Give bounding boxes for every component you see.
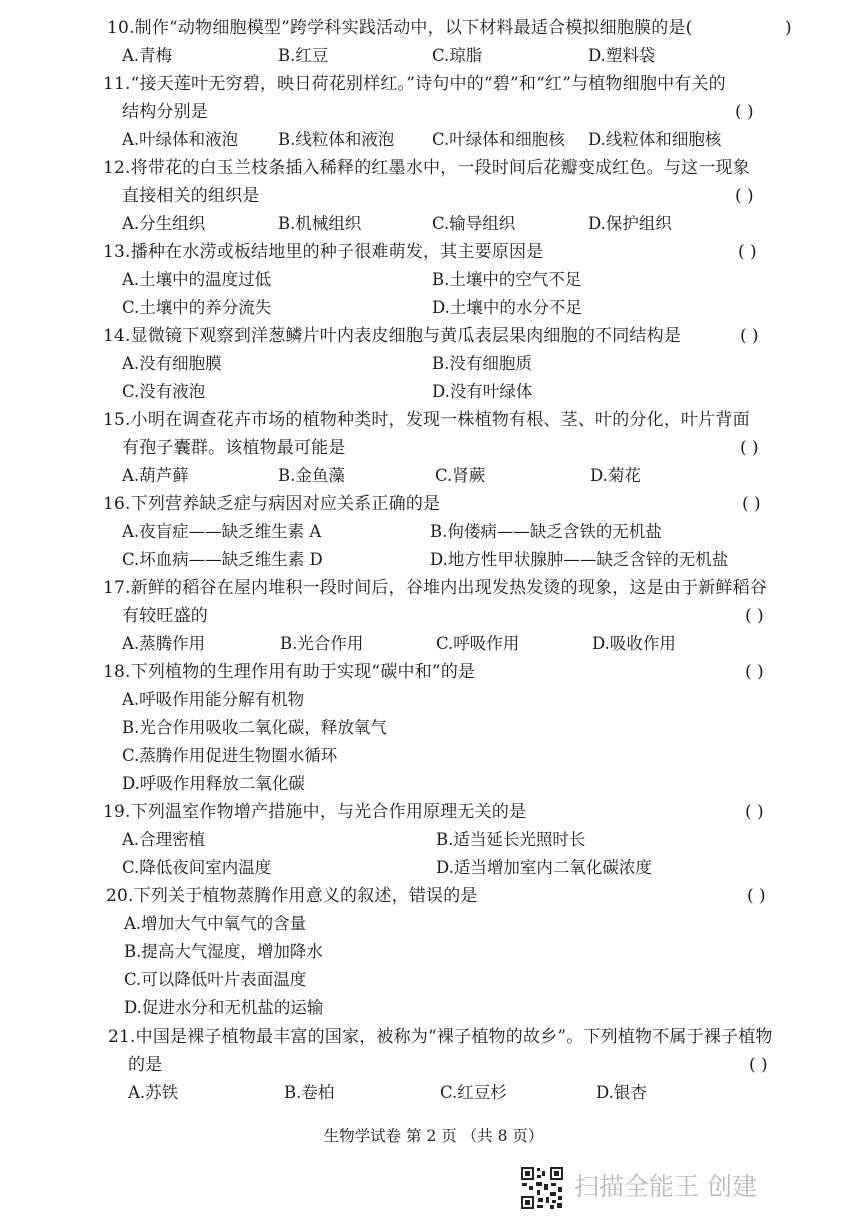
question-13-option-a: A.土壤中的温度过低 (122, 270, 272, 289)
question-17-option-a: A.蒸腾作用 (122, 634, 206, 653)
question-12-option-b: B.机械组织 (278, 214, 362, 233)
question-21-option-d: D.银杏 (596, 1083, 647, 1102)
question-19-option-b: B.适当延长光照时长 (436, 830, 586, 849)
question-21-text-1: 21.中国是裸子植物最丰富的国家，被称为“裸子植物的故乡”。下列植物不属于裸子植物 (108, 1027, 773, 1047)
question-16-option-d: D.地方性甲状腺肿——缺乏含锌的无机盐 (430, 550, 729, 569)
question-17-answer-paren: ( ) (745, 606, 764, 626)
question-15-option-c: C.肾蕨 (435, 466, 486, 485)
question-10-option-c: C.琼脂 (432, 46, 483, 65)
question-15-text-1: 15.小明在调查花卉市场的植物种类时，发现一株植物有根、茎、叶的分化，叶片背面 (103, 410, 750, 430)
question-13-option-d: D.土壤中的水分不足 (432, 298, 582, 317)
question-12-option-a: A.分生组织 (122, 214, 206, 233)
question-18-text: 18.下列植物的生理作用有助于实现“碳中和”的是 (103, 662, 476, 682)
question-11-answer-paren: ( ) (735, 102, 754, 122)
question-11-option-d: D.线粒体和细胞核 (588, 130, 722, 149)
question-17-option-d: D.吸收作用 (592, 634, 676, 653)
question-10-text: 10.制作“动物细胞模型”跨学科实践活动中，以下材料最适合模拟细胞膜的是( (107, 18, 693, 38)
question-14-option-c: C.没有液泡 (122, 382, 206, 401)
question-14-option-b: B.没有细胞质 (432, 354, 532, 373)
question-20-text: 20.下列关于植物蒸腾作用意义的叙述，错误的是 (106, 886, 478, 906)
question-15-option-d: D.菊花 (590, 466, 641, 485)
question-14-text: 14.显微镜下观察到洋葱鳞片叶内表皮细胞与黄瓜表层果肉细胞的不同结构是 (103, 326, 682, 346)
question-10-option-b: B.红豆 (278, 46, 329, 65)
question-18-option-b: B.光合作用吸收二氧化碳，释放氧气 (122, 718, 387, 737)
question-17-text-1: 17.新鲜的稻谷在屋内堆积一段时间后，谷堆内出现发热发烫的现象，这是由于新鲜稻谷 (103, 578, 768, 598)
question-11-option-c: C.叶绿体和细胞核 (432, 130, 565, 149)
question-21-answer-paren: ( ) (749, 1055, 768, 1075)
question-20-option-d: D.促进水分和无机盐的运输 (124, 998, 324, 1017)
question-17-text-2: 有较旺盛的 (122, 606, 208, 626)
question-19-text: 19.下列温室作物增产措施中，与光合作用原理无关的是 (103, 802, 527, 822)
question-21-option-b: B.卷柏 (284, 1083, 335, 1102)
question-16-text: 16.下列营养缺乏症与病因对应关系正确的是 (103, 494, 441, 514)
question-21-option-c: C.红豆杉 (440, 1083, 507, 1102)
scanner-watermark: 扫描全能王 创建 (574, 1172, 757, 1201)
question-16-option-a: A.夜盲症——缺乏维生素 A (122, 522, 322, 541)
question-11-option-b: B.线粒体和液泡 (278, 130, 395, 149)
question-12-option-d: D.保护组织 (588, 214, 672, 233)
question-18-option-a: A.呼吸作用能分解有机物 (122, 690, 305, 709)
question-21-option-a: A.苏铁 (128, 1083, 179, 1102)
question-19-answer-paren: ( ) (745, 802, 764, 822)
question-20-answer-paren: ( ) (747, 886, 766, 906)
question-13-text: 13.播种在水涝或板结地里的种子很难萌发，其主要原因是 (103, 242, 544, 262)
question-10-option-d: D.塑料袋 (588, 46, 656, 65)
question-15-answer-paren: ( ) (740, 438, 759, 458)
question-11-text-1: 11.“接天莲叶无穷碧，映日荷花别样红。”诗句中的“碧”和“红”与植物细胞中有关的 (103, 74, 726, 94)
question-20-option-a: A.增加大气中氧气的含量 (124, 914, 307, 933)
question-12-option-c: C.输导组织 (432, 214, 516, 233)
question-18-answer-paren: ( ) (745, 662, 764, 682)
question-19-option-d: D.适当增加室内二氧化碳浓度 (436, 858, 652, 877)
question-16-option-c: C.坏血病——缺乏维生素 D (122, 550, 323, 569)
question-12-text-1: 12.将带花的白玉兰枝条插入稀释的红墨水中，一段时间后花瓣变成红色。与这一现象 (103, 158, 750, 178)
question-17-option-b: B.光合作用 (280, 634, 364, 653)
question-19-option-a: A.合理密植 (122, 830, 206, 849)
question-15-option-a: A.葫芦藓 (122, 466, 189, 485)
question-11-text-2: 结构分别是 (122, 102, 208, 122)
question-14-answer-paren: ( ) (740, 326, 759, 346)
question-16-option-b: B.佝偻病——缺乏含铁的无机盐 (430, 522, 662, 541)
question-16-answer-paren: ( ) (742, 494, 761, 514)
question-15-text-2: 有孢子囊群。该植物最可能是 (122, 438, 346, 458)
qr-code-icon (520, 1166, 564, 1210)
question-17-option-c: C.呼吸作用 (436, 634, 520, 653)
question-12-text-2: 直接相关的组织是 (122, 186, 260, 206)
question-11-option-a: A.叶绿体和液泡 (122, 130, 239, 149)
question-15-option-b: B.金鱼藻 (278, 466, 345, 485)
question-13-answer-paren: ( ) (738, 242, 757, 262)
question-20-option-b: B.提高大气湿度，增加降水 (124, 942, 323, 961)
question-18-option-c: C.蒸腾作用促进生物圈水循环 (122, 746, 338, 765)
question-21-text-2: 的是 (128, 1055, 163, 1075)
question-18-option-d: D.呼吸作用释放二氧化碳 (122, 774, 305, 793)
question-20-option-c: C.可以降低叶片表面温度 (124, 970, 307, 989)
question-10-option-a: A.青梅 (122, 46, 173, 65)
question-14-option-a: A.没有细胞膜 (122, 354, 222, 373)
question-13-option-c: C.土壤中的养分流失 (122, 298, 272, 317)
page-footer: 生物学试卷 第 2 页 （共 8 页） (323, 1127, 544, 1145)
question-12-answer-paren: ( ) (735, 186, 754, 206)
question-10-answer-paren: ) (785, 18, 792, 38)
question-13-option-b: B.土壤中的空气不足 (432, 270, 582, 289)
question-14-option-d: D.没有叶绿体 (432, 382, 533, 401)
question-19-option-c: C.降低夜间室内温度 (122, 858, 272, 877)
